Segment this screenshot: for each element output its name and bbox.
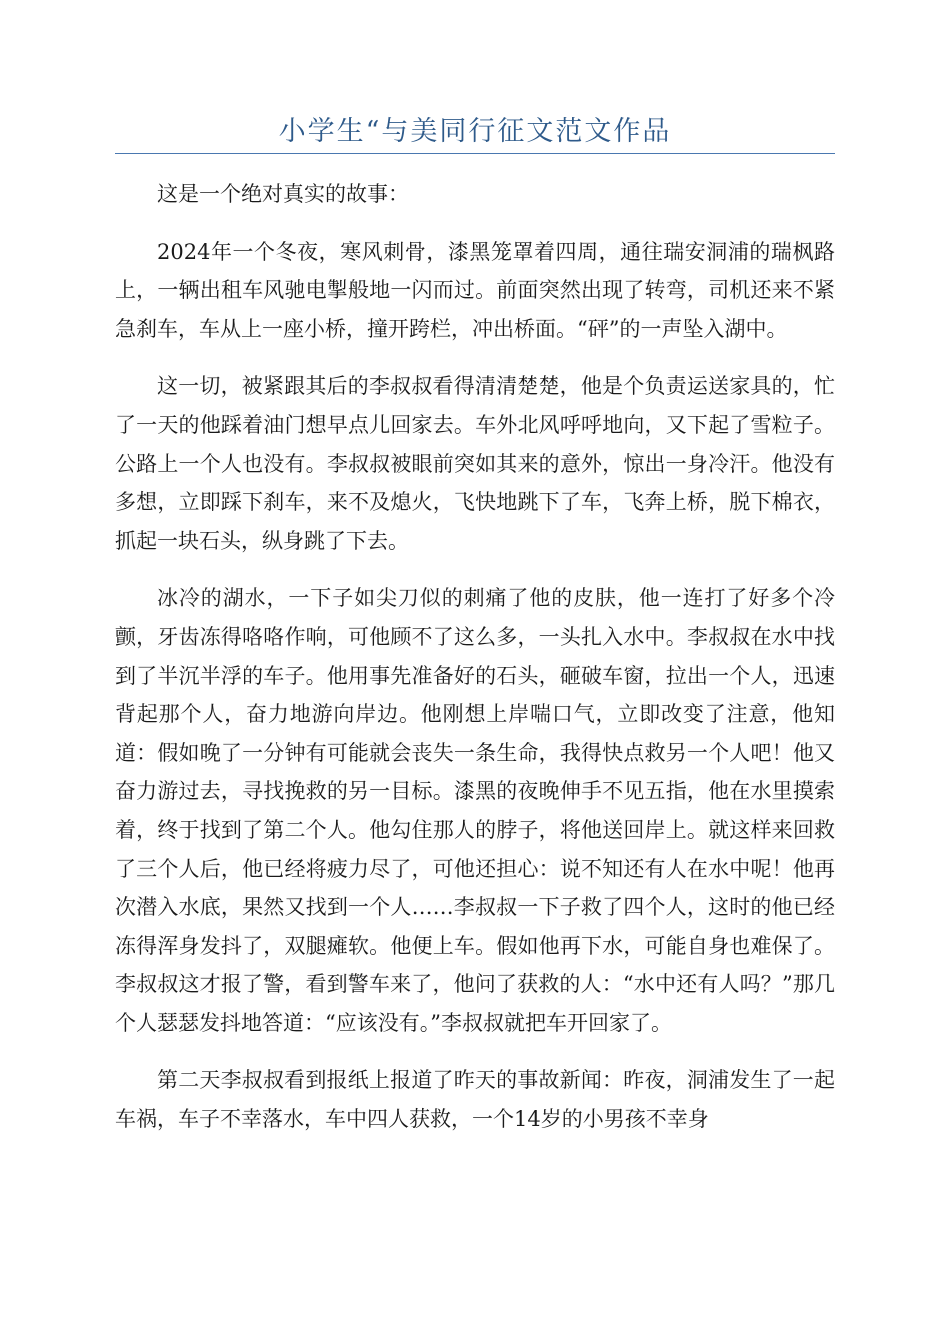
document-title: 小学生“与美同行征文范文作品 [278,116,672,147]
paragraph: 冰冷的湖水，一下子如尖刀似的刺痛了他的皮肤，他一连打了好多个冷颤，牙齿冻得咯咯作响，可他顾不了这么多，一头扎入水中。李叔叔在水中找到了半沉半浮的车子。他用事先准备好的石头，砸破车窗，拉出一个人，迅速背起那个人，奋力地游向岸边。他刚想上岸喘口气，立即改变了注意，他知道：假如晚了一分钟有可能就会丧失一条生命，我得快点救另一个人吧！他又奋力游过去，寻找挽救的另一目标。漆黑的夜晚伸手不见五指，他在水里摸索着，终于找到了第二个人。他勾住那人的脖子，将他送回岸上。就这样来回救了三个人后，他已经将疲力尽了，可他还担心：说不知还有人在水中呢！他再次潜入水底，果然又找到一个人……李叔叔一下子救了四个人，这时的他已经冻得浑身发抖了，双腿瘫软。他便上车。假如他再下水，可能自身也难保了。李叔叔这才报了警，看到警车来了，他问了获救的人：“水中还有人吗？”那几个人瑟瑟发抖地答道：“应该没有。”李叔叔就把车开回家了。 [115,586,835,1035]
title-underline [115,153,835,154]
paragraph: 第二天李叔叔看到报纸上报道了昨天的事故新闻：昨夜，洞浦发生了一起车祸，车子不幸落水，车中四人获救，一个14岁的小男孩不幸身 [115,1068,835,1132]
paragraph: 这是一个绝对真实的故事： [157,182,409,206]
paragraph: 2024年一个冬夜，寒风刺骨，漆黑笼罩着四周，通往瑞安洞浦的瑞枫路上，一辆出租车风驰电掣般地一闪而过。前面突然出现了转弯，司机还来不紧急刹车，车从上一座小桥，撞开跨栏，冲出桥面。“砰”的一声坠入湖中。 [115,239,835,341]
paragraph: 这一切，被紧跟其后的李叔叔看得清清楚楚，他是个负责运送家具的，忙了一天的他踩着油门想早点儿回家去。车外北风呼呼地向，又下起了雪粒子。公路上一个人也没有。李叔叔被眼前突如其来的意外，惊出一身冷汗。他没有多想，立即踩下刹车，来不及熄火，飞快地跳下了车，飞奔上桥，脱下棉衣，抓起一块石头，纵身跳了下去。 [115,374,835,553]
document-body [115,175,835,1158]
